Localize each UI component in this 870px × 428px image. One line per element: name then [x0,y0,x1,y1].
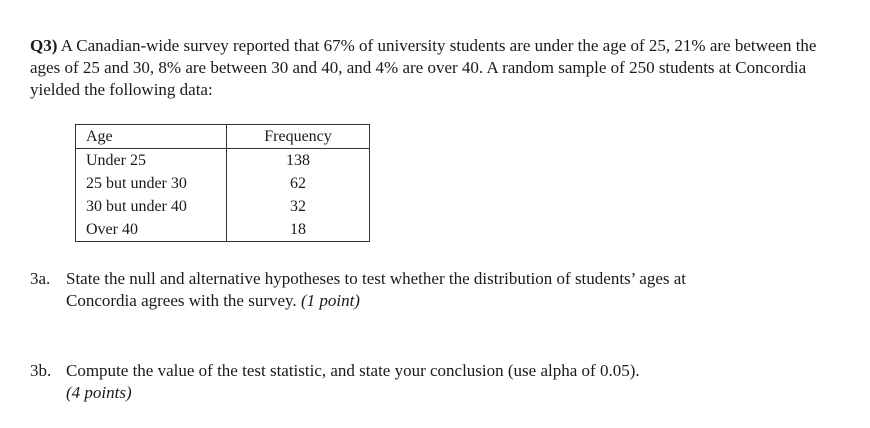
part-3b-text [66,360,856,404]
header-frequency: Frequency [227,125,370,149]
question-body: A Canadian-wide survey reported that 67% of university students are under the age of 25, 21% are between the ages of 25 and 30, 8% are between 30 and 40, and 4% are over 40. A random sample of 250 students at Concordia yielded the following data: [30,36,817,99]
table-header-row [76,125,370,149]
part-3b-points: (4 points) [66,383,132,402]
part-3a-line1: State the null and alternative hypotheses to test whether the distribution of students’ ages at [66,269,687,288]
table-row [76,149,370,173]
question-text [30,35,850,101]
part-3b-label: 3b. [30,361,52,380]
frequency-cell: 62 [290,175,306,192]
frequency-cell: 32 [290,198,306,215]
table-row [76,172,370,195]
part-3a-line2-text: Concordia agrees with the survey. [66,291,297,310]
table-row [76,195,370,218]
part-3a-text [66,268,856,312]
question-number: Q3) [30,36,58,55]
frequency-cell: 138 [286,152,310,169]
age-cell: Over 40 [76,218,227,242]
age-cell: 30 but under 40 [76,195,227,218]
age-cell: Under 25 [76,149,227,173]
age-cell: 25 but under 30 [76,172,227,195]
part-3a-points: (1 point) [300,291,360,310]
table-row [76,218,370,242]
part-3a-label: 3a. [30,269,51,288]
frequency-table [75,124,370,242]
frequency-cell: 18 [290,221,306,238]
header-age: Age [76,125,227,149]
part-3a-line2 [66,290,856,312]
part-3b-line1: Compute the value of the test statistic, and state your conclusion (use alpha of 0.05). [66,361,640,380]
